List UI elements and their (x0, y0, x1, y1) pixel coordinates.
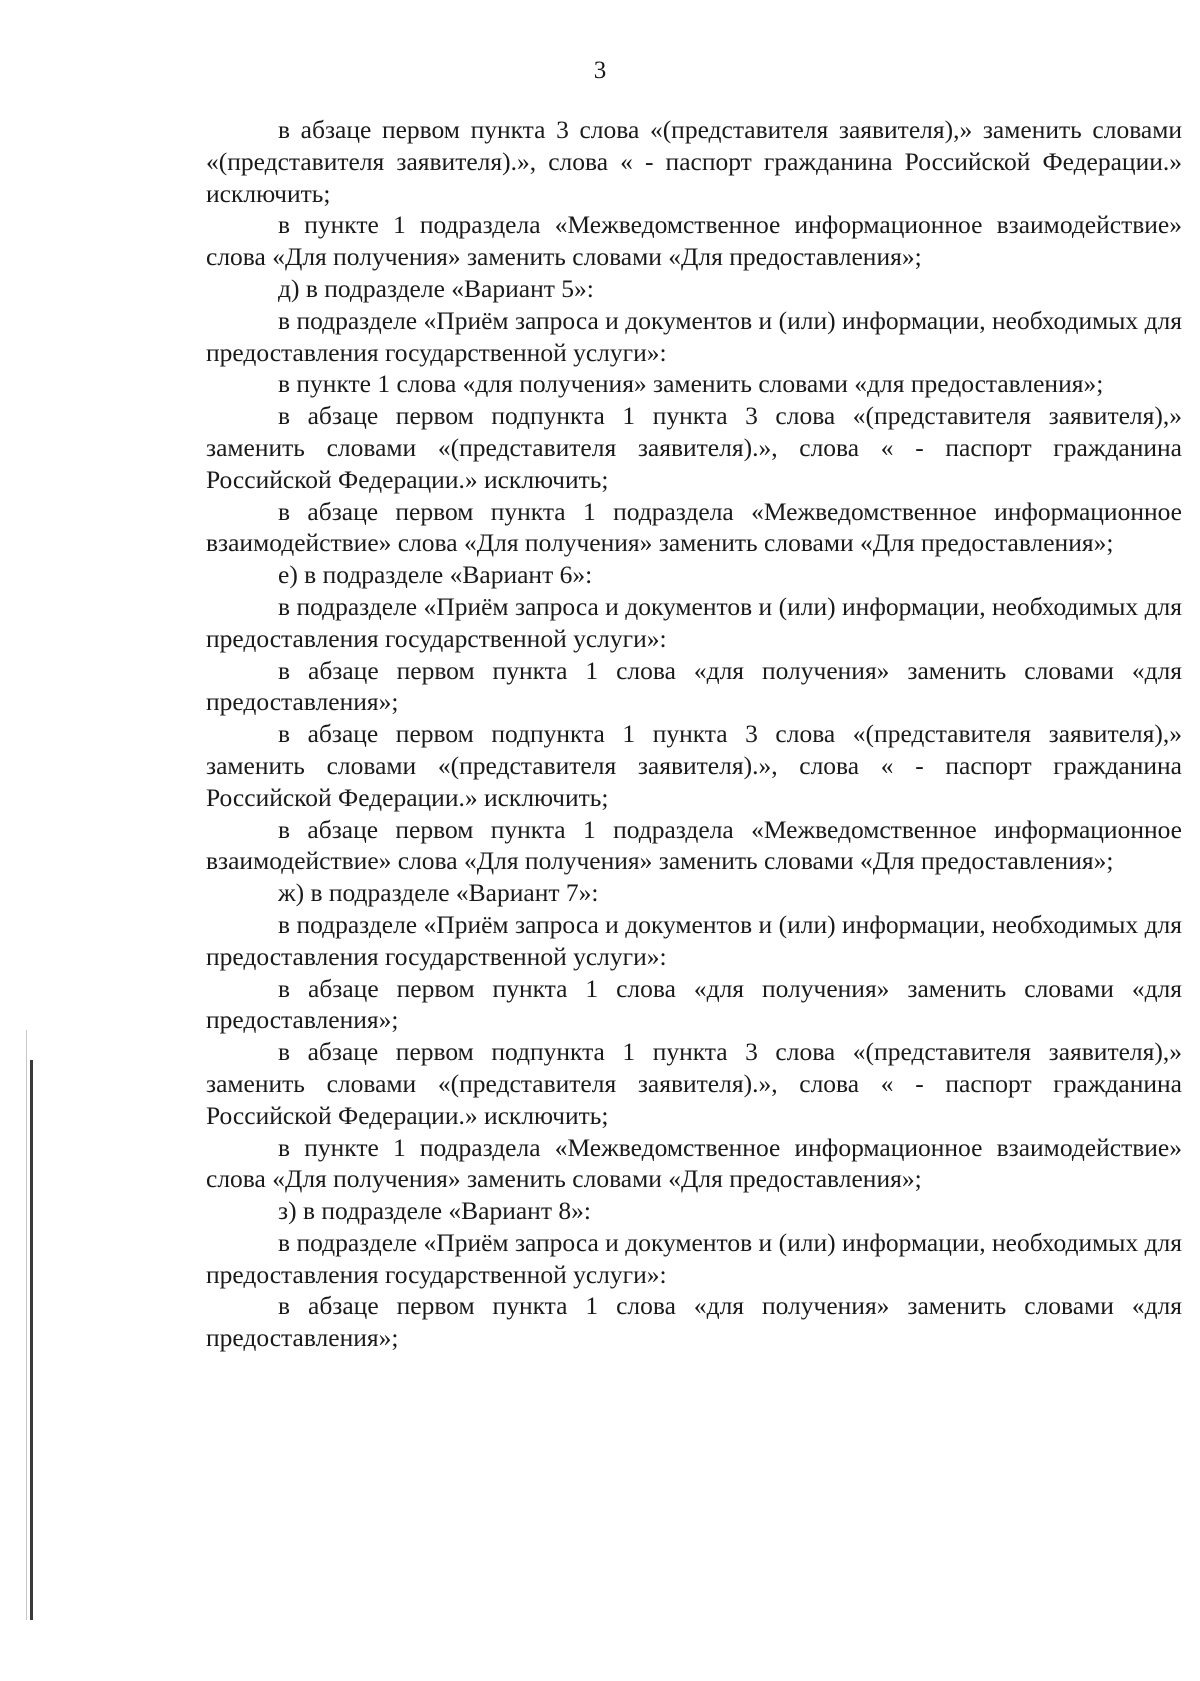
paragraph: в абзаце первом подпункта 1 пункта 3 слова «(представителя заявителя),» заменить словами «(представителя заявителя).», слова « - паспорт гражданина Российской Федерации.» исключить; (206, 1037, 1182, 1130)
paragraph: в абзаце первом пункта 1 подраздела «Межведомственное информационное взаимодействие» слова «Для получения» заменить словами «Для предоставления»; (206, 496, 1182, 558)
paragraph-heading: е) в подразделе «Вариант 6»: (278, 560, 593, 590)
paragraph-heading: д) в подразделе «Вариант 5»: (278, 273, 594, 303)
paragraph: в пункте 1 подраздела «Межведомственное информационное взаимодействие» слова «Для получения» заменить словами «Для предоставления»; (206, 1132, 1182, 1194)
paragraph: в абзаце первом подпункта 1 пункта 3 слова «(представителя заявителя),» заменить словами «(представителя заявителя).», слова « - паспорт гражданина Российской Федерации.» исключить; (206, 719, 1182, 812)
paragraph: в абзаце первом подпункта 1 пункта 3 слова «(представителя заявителя),» заменить словами «(представителя заявителя).», слова « - паспорт гражданина Российской Федерации.» исключить; (206, 401, 1182, 494)
paragraph: в абзаце первом пункта 1 слова «для получения» заменить словами «для предоставления»; (206, 655, 1182, 717)
binding-edge-mark (30, 1060, 33, 1620)
paragraph: в абзаце первом пункта 3 слова «(представителя заявителя),» заменить словами «(представителя заявителя).», слова « - паспорт гражданина Российской Федерации.» исключить; (206, 115, 1182, 208)
paragraph-heading: з) в подразделе «Вариант 8»: (278, 1196, 591, 1226)
document-body (206, 114, 1182, 1354)
scan-edge-line (26, 1030, 27, 1620)
paragraph: в подразделе «Приём запроса и документов и (или) информации, необходимых для предоставления государственной услуги»: (206, 909, 1182, 971)
page-number: 3 (593, 57, 607, 84)
paragraph: в пункте 1 подраздела «Межведомственное информационное взаимодействие» слова «Для получения» заменить словами «Для предоставления»; (206, 210, 1182, 272)
paragraph: в подразделе «Приём запроса и документов и (или) информации, необходимых для предоставления государственной услуги»: (206, 1227, 1182, 1289)
paragraph: в пункте 1 слова «для получения» заменить словами «для предоставления»; (278, 369, 1104, 399)
paragraph: в абзаце первом пункта 1 слова «для получения» заменить словами «для предоставления»; (206, 1291, 1182, 1353)
paragraph: в подразделе «Приём запроса и документов и (или) информации, необходимых для предоставления государственной услуги»: (206, 591, 1182, 653)
paragraph-heading: ж) в подразделе «Вариант 7»: (278, 878, 599, 908)
paragraph: в подразделе «Приём запроса и документов и (или) информации, необходимых для предоставления государственной услуги»: (206, 305, 1182, 367)
paragraph: в абзаце первом пункта 1 слова «для получения» заменить словами «для предоставления»; (206, 973, 1182, 1035)
paragraph: в абзаце первом пункта 1 подраздела «Межведомственное информационное взаимодействие» слова «Для получения» заменить словами «Для предоставления»; (206, 814, 1182, 876)
